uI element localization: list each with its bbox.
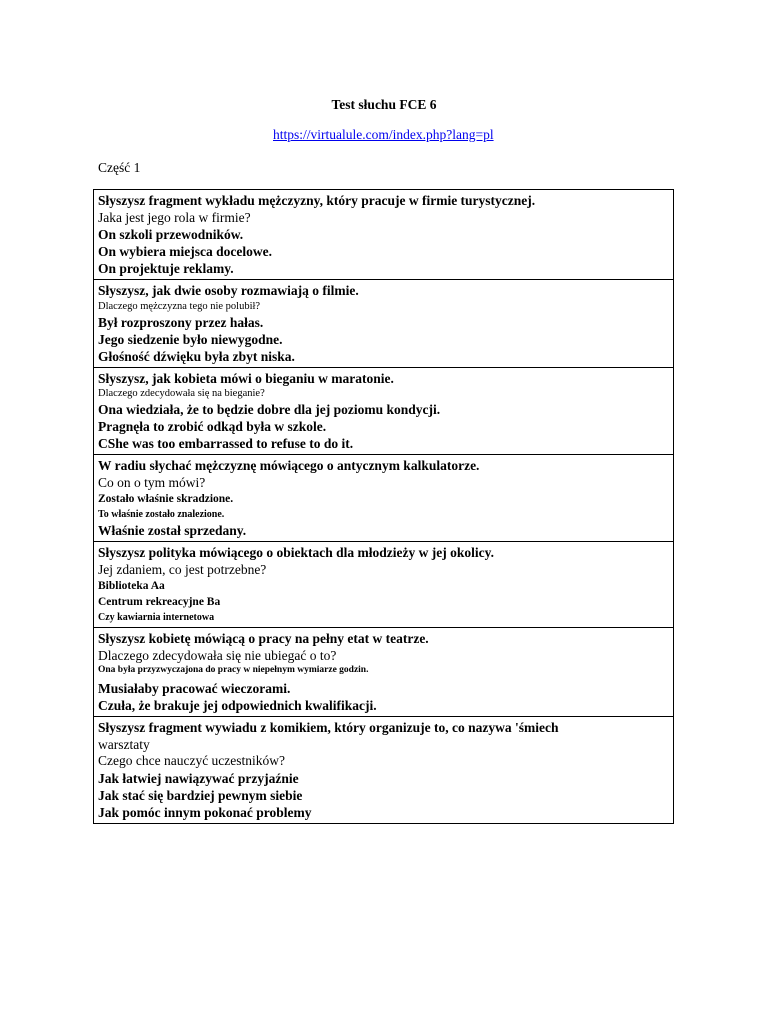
question-text: Jej zdaniem, co jest potrzebne? [98, 561, 267, 577]
answer-option: On projektuje reklamy. [98, 261, 234, 276]
question-text: Co on o tym mówi? [98, 474, 206, 490]
answer-option: Jego siedzenie było niewygodne. [98, 331, 283, 347]
question-row [94, 628, 674, 717]
answer-option: Musiałaby pracować wieczorami. [98, 681, 291, 696]
question-prompt: Słyszysz, jak dwie osoby rozmawiają o filmie. [98, 283, 359, 298]
question-cell [94, 628, 674, 717]
answer-option: Biblioteka Aa [98, 580, 165, 592]
answer-option: Był rozproszony przez hałas. [98, 314, 264, 330]
answer-option: Jak stać się bardziej pewnym siebie [98, 787, 303, 803]
question-text: Czego chce nauczyć uczestników? [98, 753, 286, 768]
answer-option: Głośność dźwięku była zbyt niska. [98, 348, 295, 364]
question-prompt: Słyszysz polityka mówiącego o obiektach dla młodzieży w jej okolicy. [98, 545, 494, 560]
answer-option: Ona wiedziała, że to będzie dobre dla jej poziomu kondycji. [98, 402, 441, 417]
question-text: Dlaczego zdecydowała się na bieganie? [98, 388, 265, 399]
question-cell [94, 280, 674, 368]
question-text: Jaka jest jego rola w firmie? [98, 209, 251, 225]
question-prompt: Słyszysz, jak kobieta mówi o bieganiu w maratonie. [98, 370, 394, 386]
answer-option: Zostało właśnie skradzione. [98, 493, 234, 505]
question-row [94, 367, 674, 455]
answer-option: Czy kawiarnia internetowa [98, 612, 215, 623]
answer-option: Właśnie został sprzedany. [98, 523, 247, 538]
answer-option: CShe was too embarrassed to refuse to do it. [98, 436, 354, 451]
answer-option: To właśnie zostało znalezione. [98, 509, 225, 520]
question-text: Dlaczego mężczyzna tego nie polubił? [98, 300, 261, 312]
document-title: Test słuchu FCE 6 [331, 97, 437, 112]
answer-option: Pragnęła to zrobić odkąd była w szkole. [98, 419, 327, 434]
answer-option: Jak łatwiej nawiązywać przyjaźnie [98, 770, 299, 786]
question-prompt: Słyszysz fragment wywiadu z komikiem, który organizuje to, co nazywa 'śmiech [98, 720, 559, 735]
answer-option: On szkoli przewodników. [98, 227, 244, 242]
question-row [94, 717, 674, 824]
answer-option: Jak pomóc innym pokonać problemy [98, 804, 312, 820]
question-prompt: Słyszysz fragment wykładu mężczyzny, który pracuje w firmie turystycznej. [98, 193, 536, 208]
question-prompt-continuation: warsztaty [98, 736, 150, 752]
answer-option: Ona była przyzwyczajona do pracy w niepełnym wymiarze godzin. [98, 665, 369, 675]
answer-option: Centrum rekreacyjne Ba [98, 596, 221, 608]
question-row [94, 455, 674, 542]
answer-option: Czuła, że brakuje jej odpowiednich kwalifikacji. [98, 698, 377, 713]
source-link[interactable]: https://virtualule.com/index.php?lang=pl [273, 127, 494, 142]
question-cell [94, 717, 674, 824]
question-row [94, 190, 674, 280]
question-prompt: Słyszysz kobietę mówiącą o pracy na pełny etat w teatrze. [98, 631, 429, 646]
answer-option: On wybiera miejsca docelowe. [98, 244, 272, 259]
question-cell [94, 190, 674, 280]
question-cell [94, 455, 674, 542]
question-row [94, 280, 674, 368]
question-cell [94, 542, 674, 628]
questions-table [93, 189, 674, 824]
question-text: Dlaczego zdecydowała się nie ubiegać o to? [98, 647, 337, 663]
question-row [94, 542, 674, 628]
question-prompt: W radiu słychać mężczyznę mówiącego o antycznym kalkulatorze. [98, 458, 480, 473]
section-heading: Część 1 [98, 160, 141, 175]
question-cell [94, 367, 674, 455]
